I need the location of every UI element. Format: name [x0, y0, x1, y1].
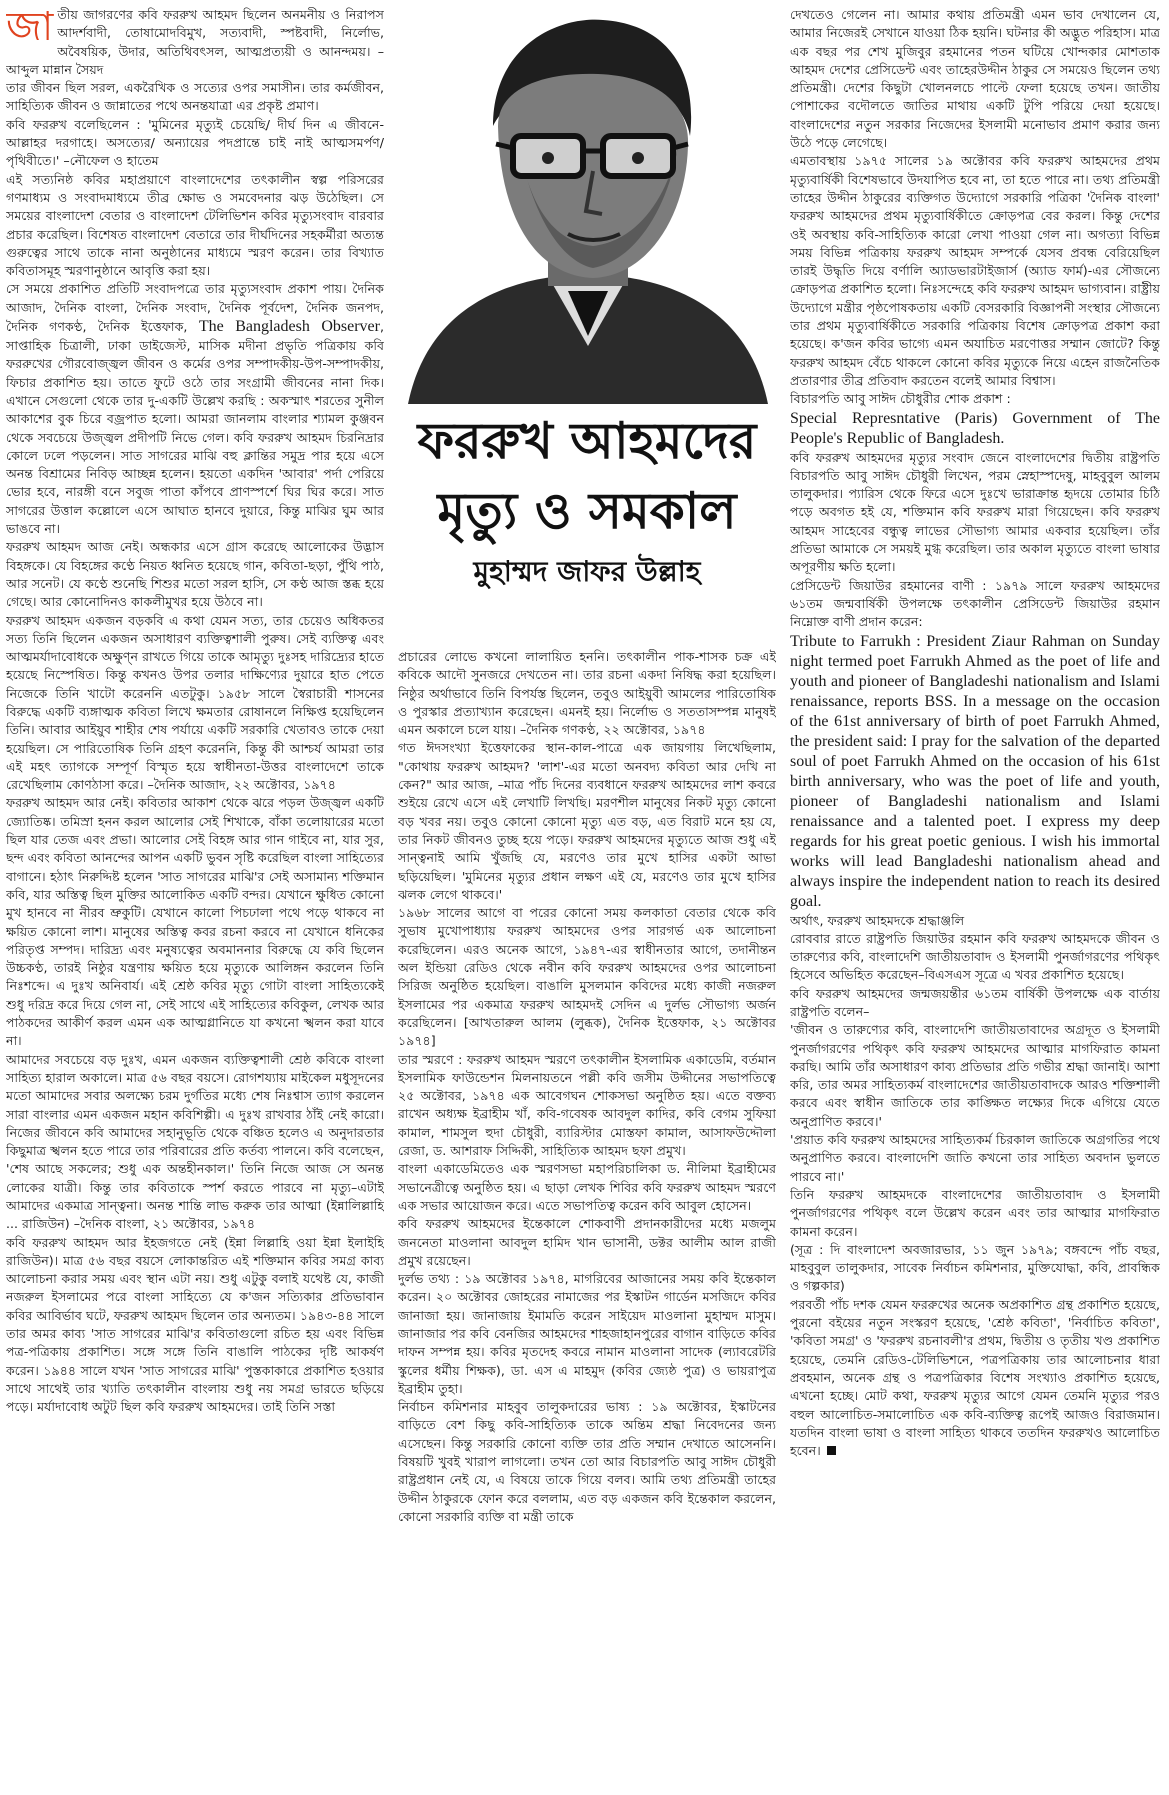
paragraph: বাংলা একাডেমিতেও এক স্মরণসভা মহাপরিচালিকা ড. নীলিমা ইব্রাহীমের সভানেত্রীত্বে অনুষ্ঠিত হয়। এ ছাড়া লেখক শিবির কবি ফররুখ আহমদ স্মরণে এক সভার আয়োজন করে। এতে সভাপতিত্ব করেন কবি আবুল হোসেন। — [398, 1161, 776, 1213]
newspaper-name: The Bangladesh Observer — [198, 318, 380, 336]
paragraph: তার স্মরণে : ফররুখ আহমদ স্মরণে তৎকালীন ইসলামিক একাডেমি, বর্তমান ইসলামিক ফাউন্ডেশন মিলনায়তনে পল্লী কবি জসীম উদ্দীনের সভাপতিত্বে ২৫ অক্টোবর, ১৯৭৪ এক আবেগঘন শোকসভা অনুষ্ঠিত হয়। এতে বক্তব্য রাখেন অধ্যক্ষ ইব্রাহীম খাঁ, কবি-গবেষক আবদুল কাদির, কবি বেগম সুফিয়া কামাল, শামসুল হুদা চৌধুরী, ব্যারিস্টার মোস্তফা কামাল, আসাফউদ্দৌলা রেজা, ড. আশরাফ সিদ্দিকী, সাহিত্যিক আহমদ ছফা প্রমুখ। — [398, 1051, 776, 1159]
subheading: বিচারপতি আবু সাঈদ চৌধুরীর শোক প্রকাশ : — [790, 391, 1011, 407]
headline-block — [398, 406, 776, 592]
paragraph-text: তীয় জাগরণের কবি ফররুখ আহমদ ছিলেন অনমনীয় ও নিরাপস আদর্শবাদী, তোষামোদবিমুখ, সত্যবাদী, স্পষ্টবাদী, নির্লোভ, অবৈষয়িক, উদার, অতিথিবৎসল, আত্মপ্রত্যয়ী ও আনন্দময়। –আব্দুল মান্নান সৈয়দ — [6, 7, 384, 77]
paragraph: প্রেসিডেন্ট জিয়াউর রহমানের বাণী : ১৯৭৯ সালে ফররুখ আহমদের ৬১তম জন্মবার্ষিকী উপলক্ষে তৎকালীন প্রেসিডেন্ট জিয়াউর রহমান নিম্নোক্ত বাণী প্রদান করেন: — [790, 577, 1160, 630]
letterhead-text: Special Represntative (Paris) Government of The People's Republic of Bangladesh. — [790, 409, 1160, 447]
article-column-2 — [398, 648, 776, 1788]
paragraph-text: সে সময়ে প্রকাশিত প্রতিটি সংবাদপত্রে তার মৃত্যুসংবাদ প্রকাশ পায়। দৈনিক আজাদ, দৈনিক বাংলা, দৈনিক সংবাদ, দৈনিক পূর্বদেশ, দৈনিক জনপদ, দৈনিক গণকণ্ঠ, দৈনিক ইত্তেফাক, — [6, 281, 384, 335]
paragraph: ফররুখ আহমদ আজ নেই। অন্ধকার এসে গ্রাস করেছে আলোকের উদ্ভাস বিহঙ্গকে। যে বিহঙ্গের কণ্ঠে নিয়ত ধ্বনিত হয়েছে গান, কবিতা-ছড়া, পুঁথি পাঠ, আর সনেট। যে কণ্ঠে শুনেছি শিশুর মতো সরল হাসি, সে কণ্ঠ আজ স্তব্ধ হয়ে গেছে। আর কোনোদিনও কাকলীমুখর হয়ে উঠবে না। — [6, 539, 384, 610]
article-column-1 — [6, 6, 384, 1788]
byline: মুহাম্মদ জাফর উল্লাহ — [473, 555, 701, 588]
headline-line-2: মৃত্যু ও সমকাল — [437, 482, 737, 540]
closing-paragraph — [790, 1296, 1160, 1461]
paragraph: প্রচারের লোভে কখনো লালায়িত হননি। তৎকালীন পাক-শাসক চক্র এই কবিকে আদৌ সুনজরে দেখতেন না। তার রচনা একদা নিষিদ্ধ করা হয়েছিল। নিষ্ঠুর অর্থাভাবে তিনি বিপর্যস্ত ছিলেন, তবুও আইয়ুবী আমলের পারিতোষিক ও পুরস্কার প্রত্যাখ্যান করেছেন। এমনই হয়। নির্লোভ ও সততাসম্পন্ন মানুষই এমন অকালে চলে যায়। –দৈনিক গণকণ্ঠ, ২২ অক্টোবর, ১৯৭৪ — [398, 649, 776, 738]
quote-paragraph: কবি ফররুখ বলেছিলেন : 'মুমিনের মৃত্যুই চেয়েছি/ দীর্ঘ দিন এ জীবনে- আল্লাহর দরগাহে। অসত্যের/ অন্যায়ের পদপ্রান্তে চাই নাই আত্মসমর্পণ/ পৃথিবীতে।' –নৌফেল ও হাতেম — [6, 116, 384, 169]
paragraph: ১৯৬৮ সালের আগে বা পরের কোনো সময় কলকাতা বেতার থেকে কবি সুভাষ মুখোপাধ্যায় ফররুখ আহমদের ওপর সারগর্ভ এক আলোচনা করেছিলেন। এরও অনেক আগে, ১৯৪৭-এর স্বাধীনতার আগে, তদানীন্তন অল ইন্ডিয়া রেডিও থেকে নবীন কবি ফররুখ আহমদের ওপর আলোচনা সিরিজ অনুষ্ঠিত হয়েছিল। বাঙালি মুসলমান কবিদের মধ্যে কাজী নজরুল ইসলামের পর একমাত্র ফররুখ আহমদই সেদিন এ দুর্লভ সৌভাগ্য অর্জন করেছিলেন। [আখতারুল আলম (লুব্ধক), দৈনিক ইত্তেফাক, ২১ অক্টোবর ১৯৭৪] — [398, 905, 776, 1049]
paragraph — [6, 280, 384, 538]
paragraph: 'প্রয়াত কবি ফররুখ আহমদের সাহিত্যকর্ম চিরকাল জাতিকে অগ্রগতির পথে অনুপ্রাণিত করবে। বাংলাদেশি জাতি কখনো তার সাহিত্য অবদান ভুলতে পারবে না।' — [790, 1132, 1160, 1184]
paragraph: এই সত্যনিষ্ঠ কবির মহাপ্রয়াণে বাংলাদেশের তৎকালীন স্বল্প পরিসরের গণমাধ্যম ও সংবাদমাধ্যমে তীব্র ক্ষোভ ও সমবেদনার ঝড় উঠেছিল। সে সময়ের বাংলাদেশ বেতার ও বাংলাদেশ টেলিভিশন কবির মৃত্যুসংবাদ বারবার প্রচার করেছিল। বিশেষত বাংলাদেশ বেতারে তার দীর্ঘদিনের সহকর্মীরা অত্যন্ত গুরুত্বের সাথে তাকে নানা অনুষ্ঠানের মাধ্যমে স্মরণ করেন। তার বিখ্যাত কবিতাসমূহ স্মরণানুষ্ঠানে আবৃত্তি করা হয়। — [6, 171, 384, 279]
paragraph: কবি ফররুখ আহমদের জন্মজয়ন্তীর ৬১তম বার্ষিকী উপলক্ষে এক বার্তায় রাষ্ট্রপতি বলেন– — [790, 985, 1160, 1019]
paragraph: 'জীবন ও তারুণ্যের কবি, বাংলাদেশি জাতীয়তাবাদের অগ্রদূত ও ইসলামী পুনর্জাগরণের পথিকৃৎ কবি ফররুখ আহমদের আত্মার মাগফিরাত কামনা করছি। আমি তাঁর অসাধারণ কাব্য প্রতিভার প্রতি গভীর শ্রদ্ধা জানাই। আশা করি, তার অমর সাহিত্যকর্ম বাংলাদেশের জাতীয়তাবাদকে আরও শক্তিশালী করবে এবং স্বাধীন জাতিকে তার কাঙ্ক্ষিত লক্ষ্যের দিকে এগিয়ে যেতে অনুপ্রাণিত করবে।' — [790, 1022, 1160, 1129]
paragraph: কবি ফররুখ আহমদ আর ইহজগতে নেই (ইন্না লিল্লাহি ওয়া ইন্না ইলাইহি রাজিউন)। মাত্র ৫৬ বছর বয়সে লোকান্তরিত এই শক্তিমান কবির সমগ্র কাব্য আলোচনা করার সময় এবং স্থান এটা নয়। শুধু এটুকু বলাই যথেষ্ট যে, কাজী নজরুল ইসলামের পরে বাংলা সাহিত্যে যে ক'জন সত্যিকার প্রতিভাবান কবির আবির্ভাব ঘটে, ফররুখ আহমদ ছিলেন তার অন্যতম। ১৯৪৩-৪৪ সালে তার অমর কাব্য 'সাত সাগরের মাঝি'র কবিতাগুলো রচিত হয় এবং বিভিন্ন পত্র-পত্রিকায় প্রকাশিত। সঙ্গে সঙ্গে তিনি বাঙালি পাঠকের দৃষ্টি আকর্ষণ করেন। ১৯৪৪ সালে যখন 'সাত সাগরের মাঝি' পুস্তকাকারে প্রকাশিত হওয়ার সাথে সাথেই তার খ্যাতি তৎকালীন বাংলায় শুধু নয় সমগ্র ভারতে ছড়িয়ে পড়ে। মর্যাদাবোধ অটুট ছিল কবি ফররুখ আহমদের। তাই তিনি সস্তা — [6, 1234, 384, 1415]
paragraph: এমতাবস্থায় ১৯৭৫ সালের ১৯ অক্টোবর কবি ফররুখ আহমদের প্রথম মৃত্যুবার্ষিকী বিশেষভাবে উদযাপিত হবে না, তা হতে পারে না। তথ্য প্রতিমন্ত্রী তাহের উদ্দীন ঠাকুরের ব্যক্তিগত উদ্যোগে সরকারি পত্রিকা 'দৈনিক বাংলা' ফররুখ আহমদের প্রথম মৃত্যুবার্ষিকীতে ক্রোড়পত্র বের করল। কিন্তু দেশের ওই অবস্থায় কবি-সাহিত্যিক কারো লেখা পাওয়া গেল না। অগত্যা বিভিন্ন সময় বিভিন্ন পত্রিকায় ফররুখ আহমদ সম্পর্কে যেসব প্রবন্ধ বেরিয়েছিল তারই উদ্ধৃতি দিয়ে বর্ণালি অ্যাডভারটাইজার্স (অ্যাড ফার্ম)-এর সৌজন্যে ক্রোড়পত্র প্রকাশিত হলো। নিঃসন্দেহে কবি ফররুখ আহমদ ভাগ্যবান। রাষ্ট্রীয় উদ্যোগে মন্ত্রীর পৃষ্ঠপোষকতায় একটি বেসরকারি বিজ্ঞাপনী সংস্থার সৌজন্যে তার প্রথম মৃত্যুবার্ষিকীতে সরকারি পত্রিকায় বিশেষ ক্রোড়পত্র প্রকাশ করা হয়েছে। ক'জন কবির ভাগ্যে এমন অযাচিত মরণোত্তর সম্মান জোটে? কিন্তু ফররুখ আহমদ বেঁচে থাকলে কোনো কবির মৃত্যুকে নিয়ে এহেন রাজনৈতিক প্রতারণার তীব্র প্রতিবাদ করতেন বলেই আমার বিশ্বাস। — [790, 153, 1160, 388]
intro-paragraph — [6, 6, 384, 79]
paragraph: কবি ফররুখ আহমদের মৃত্যুর সংবাদ জেনে বাংলাদেশের দ্বিতীয় রাষ্ট্রপতি বিচারপতি আবু সাঈদ চৌধুরী লিখেন, পরম স্নেহাস্পদেষু, মাহবুবুল আলম তালুকদার। প্যারিস থেকে ফিরে এসে দুঃখে ভারাক্রান্ত হৃদয়ে তোমার চিঠি পড়ে অবগত হই যে, শক্তিমান কবি ফররুখ মারা গিয়েছেন। কবি ফররুখ আহমদ সাহেবের বন্ধুত্ব লাভের সৌভাগ্য আমার একবার হয়েছিল। তাঁর প্রতিভা আমাকে সে সময়ই মুগ্ধ করেছিল। তার অকাল মৃত্যুতে বাংলা ভাষার অপূরণীয় ক্ষতি হলো। — [790, 449, 1160, 575]
paragraph: ফররুখ আহমদ একজন বড়কবি এ কথা যেমন সত্য, তার চেয়েও অধিকতর সত্য তিনি ছিলেন একজন অসাধারণ ব্যক্তিত্বশালী পুরুষ। সেই ব্যক্তিত্ব এবং আত্মমর্যাদাবোধকে অক্ষুণ্ন রাখতে গিয়ে তাকে আমৃত্যু দুঃসহ দারিদ্র্যের হাতে হয়েছে নিস্পেষিত। কিন্তু কখনও উপর তলার দাক্ষিণ্যের দুয়ারে হাত পেতে নিজেকে তিনি খাটো করেননি এতটুকু। ১৯৫৮ সালে স্বৈরাচারী শাসনের বিরুদ্ধে একটি ব্যঙ্গাত্মক কবিতা লিখে ক্ষমতার রোষানলে নিক্ষিপ্ত হয়েছিলেন তিনি। আবার আইয়ুব শাহীর শেষ পর্যায়ে একটি সরকারি খেতাবও তাকে দেয়া হয়েছিল। সে পারিতোষিক তিনি গ্রহণ করেননি, কিন্তু কী আশ্চর্য আমরা তার এই মহৎ ত্যাগকে সম্পূর্ণ বিস্মৃত হয়ে স্বাধীনতা-উত্তর বাংলাদেশে তাকে রেখেছিলাম কোণঠাসা করে। –দৈনিক আজাদ, ২২ অক্টোবর, ১৯৭৪ — [6, 612, 384, 793]
paragraph: তার জীবন ছিল সরল, একরৈখিক ও সত্যের ওপর সমাসীন। তার কর্মজীবন, সাহিত্যিক জীবন ও জান্নাতের পথে অনন্তযাত্রা এর প্রকৃষ্ট প্রমাণ। — [6, 80, 384, 114]
source-note: (সূত্র : দি বাংলাদেশ অবজারভার, ১১ জুন ১৯৭৯; বঙ্গবন্দে পাঁচ বছর, মাহবুবুল তালুকদার, সাবেক নির্বাচন কমিশনার, মুক্তিযোদ্ধা, কবি, প্রাবন্ধিক ও গল্পকার) — [790, 1241, 1160, 1294]
english-quote: Tribute to Farrukh : President Ziaur Rahman on Sunday night termed poet Farrukh Ahmed as the poet of life and youth and pioneer of Bangladeshi nationalism and Islami renaissance, reports BSS. In a message on the occasion of the 61st anniversary of birth of poet Farrukh Ahmed, the president said: I pray for the salvation of the departed soul of poet Farrukh Ahmed on the occasion of his 61st birth anniversary, who was the poet of life and youth, pioneer of Bangladeshi nationalism and Islami renaissance and a talented poet. I express my deep regards for his great poetic genious. I wish his immortal works will lead Bangladeshi nationalism ahead and always inspire the independent nation to reach its desired goal. — [790, 632, 1160, 910]
paragraph: তিনি ফররুখ আহমদকে বাংলাদেশের জাতীয়তাবাদ ও ইসলামী পুনর্জাগরণের পথিকৃৎ বলে উল্লেখ করেন এবং তার আত্মার মাগফিরাত কামনা করেন। — [790, 1186, 1160, 1239]
end-mark-icon — [827, 1446, 836, 1455]
paragraph: দেখতেও গেলেন না। আমার কথায় প্রতিমন্ত্রী এমন ভাব দেখালেন যে, আমার নিজেরই সেখানে যাওয়া ঠিক হয়নি। ঘটনার কী অদ্ভুত পরিহাস। মাত্র এক বছর পর শেখ মুজিবুর রহমানের পতন ঘটিয়ে খোন্দকার মোশতাক আহমদ দেশের প্রেসিডেন্ট এবং তাহেরউদ্দীন ঠাকুর সে সময়েও ছিলেন তথ্য প্রতিমন্ত্রী। দেশের কিছুটা খোলনলচে পাল্টে ফেলা হয়েছে তখন। জাতীয় পোশাকের বদৌলতে জাতির মাথায় একটি টুপি পরিয়ে দেয়া হয়েছে। বাংলাদেশের নতুন সরকার নিজেদের ইসলামী মনোভাব প্রমাণ করার জন্য উঠে পড়ে লেগেছে। — [790, 7, 1160, 151]
paragraph: গত ঈদসংখ্যা ইত্তেফাকের স্থান-কাল-পাত্রে এক জায়গায় লিখেছিলাম, "কোথায় ফররুখ আহমদ? 'লাশ'-এর মতো অনবদ্য কবিতা আর দেখি না কেন?" আর আজ, –মাত্র পাঁচ দিনের ব্যবধানে ফররুখ আহমদের লাশ কবরে শুইয়ে রেখে এসে এই লেখাটি লিখছি। মরণশীল মানুষের নিকট মৃত্যু কোনো বড় খবর নয়। তবুও কোনো কোনো মৃত্যু এত বড়, এত বিরাট মনে হয় যে, তার নিকট জীবনও তুচ্ছ হয়ে পড়ে। ফররুখ আহমদের মৃত্যুতে আজ শুধু এই সান্ত্বনাই আমি খুঁজছি যে, মরণেও তার মুখে হাসির একটা আভা ছড়িয়েছিল। 'মুমিনের মৃত্যুর প্রধান লক্ষণ এই যে, মরণেও তার মুখে হাসির ঝলক লেগে থাকবে।' — [398, 740, 776, 902]
headline-line-1: ফররুখ আহমদের — [417, 412, 757, 470]
paragraph-text: , সাপ্তাহিক চিত্রালী, ঢাকা ডাইজেস্ট, মাসিক মদীনা প্রভৃতি পত্রিকায় কবি ফররুখের গৌরবোজ্জ্বল জীবন ও কর্মের ওপর সম্পাদকীয়-উপ-সম্পাদকীয়, ফিচার প্রকাশিত হয়। তাতে ফুটে ওঠে তার সংগ্রামী জীবনের নানা দিক। এখানে সেগুলো থেকে তার দু-একটি উল্লেখ করছি : অকস্মাৎ শরতের সুনীল আকাশের বুক চিরে বজ্রপাত হলো। আমরা জানলাম বাংলার শ্যামল কুঞ্জবন থেকে সবচেয়ে উজ্জ্বল প্রদীপটি নিভে গেল। কবি ফররুখ আহমদ চিরনিদ্রার কোলে ঢলে পড়লেন। সাত সাগরের মাঝি বহু ক্লান্তির সমুদ্র পার হয়ে এসে অনন্ত বিশ্রামের নিবিড় আচ্ছন্ন হলেন। হয়তো একদিন 'আবার' পর্দা পেরিয়ে ভোর হবে, নারঙ্গী বনে সবুজ পাতা কাঁপবে প্রাণস্পর্শে ঘির ঘির করে। সাত সাগরের উত্তাল কল্লোলে এসে আঘাত হানবে দুয়ারে, কিন্তু মাঝির ঘুম আর ভাঙবে না। — [6, 319, 384, 537]
paragraph: রোববার রাতে রাষ্ট্রপতি জিয়াউর রহমান কবি ফররুখ আহমদকে জীবন ও তারুণ্যের কবি, বাংলাদেশি জাতীয়তাবাদ ও ইসলামী পুনর্জাগরণের পথিকৃৎ হিসেবে অভিহিত করেছেন–বিএসএস সূত্রে এ খবর প্রকাশিত হয়েছে। — [790, 930, 1160, 983]
paragraph: নির্বাচন কমিশনার মাহবুব তালুকদারের ভাষ্য : ১৯ অক্টোবর, ইস্কাটনের বাড়িতে বেশ কিছু কবি-সাহিত্যিক তাকে অন্তিম শ্রদ্ধা নিবেদনের জন্য এসেছেন। কিন্তু সরকারি কোনো ব্যক্তি তার প্রতি সম্মান দেখাতে আসেননি। বিষয়টি খুবই খারাপ লাগলো। তখন তো আর বিচারপতি আবু সাঈদ চৌধুরী রাষ্ট্রপ্রধান নেই যে, এ বিষয়ে তাকে গিয়ে বলব। আমি তথ্য প্রতিমন্ত্রী তাহের উদ্দীন ঠাকুরকে ফোন করে বললাম, এত বড় একজন কবি ইন্তেকাল করলেন, কোনো সরকারি ব্যক্তি বা মন্ত্রী তাকে — [398, 1399, 776, 1524]
paragraph-text: পরবর্তী পাঁচ দশক যেমন ফররুখের অনেক অপ্রকাশিত গ্রন্থ প্রকাশিত হয়েছে, পুরনো বইয়ের নতুন সংস্করণ হয়েছে, 'শ্রেষ্ঠ কবিতা', 'নির্বাচিত কবিতা', 'কবিতা সমগ্র' ও 'ফররুখ রচনাবলী'র প্রথম, দ্বিতীয় ও তৃতীয় খণ্ড প্রকাশিত হয়েছে, তেমনি রেডিও-টেলিভিশনে, পত্রপত্রিকায় তার আলোচনার ধারা প্রবহমান, অনেক গ্রন্থ ও পত্রপত্রিকার বিশেষ সংখ্যাও প্রকাশিত হয়েছে, এখনো হচ্ছে। মোট কথা, ফররুখ মৃত্যুর আগে যেমন তেমনি মৃত্যুর পরও বহুল আলোচিত-সমালোচিত এক কবি-ব্যক্তিত্ব রূপেই আজও বিরাজমান। যতদিন বাংলা ভাষা ও বাংলা সাহিত্য থাকবে ততদিন ফররুখও আলোচিত হবেন। — [790, 1296, 1160, 1459]
paragraph: কবি ফররুখ আহমদের ইন্তেকালে শোকবাণী প্রদানকারীদের মধ্যে মজলুম জননেতা মাওলানা আবদুল হামিদ খান ভাসানী, ডক্টর আলীম আল রাজী প্রমুখ রয়েছেন। — [398, 1216, 776, 1268]
paragraph: ফররুখ আহমদ আর নেই। কবিতার আকাশ থেকে ঝরে পড়ল উজ্জ্বল একটি জ্যোতিষ্ক। তমিস্রা হনন করল আলোর সেই শিখাকে, বাঁকা তলোয়ারের মতো ছিল যার তেজ এবং প্রভা। আলোর সেই বিহঙ্গ আর গান গাইবে না, যার সুর, ছন্দ এবং কবিতা আনন্দের আপন একটি ভুবন সৃষ্টি করেছিল বাংলা সাহিত্যের বাগানে। হঠাৎ নিরুদ্দিষ্ট হলেন 'সাত সাগরের মাঝি'র সেই অসামান্য শক্তিমান কবি, যার অস্তিত্ব ছিল মুক্তির আলোকিত একটি বন্দর। যেখানে ক্ষুধিত কোনো মুখ হানবে না নীরব ভ্রুকুটি। যেখানে কালো পিচঢালা পথে পড়ে থাকবে না ক্ষয়িত কোনো লাশ। মানুষের অস্তিত্ব কবর রচনা করবে না যেখানে ধনিকের পরিতৃপ্ত সম্পদ। দারিদ্র্য এবং মনুষ্যত্বের অবমাননার বিরুদ্ধে যে কবি ছিলেন উচ্চকণ্ঠ, তারই নিষ্ঠুর যন্ত্রণায় ক্ষয়িত হয়ে মৃত্যুকে আলিঙ্গন করলেন তিনি নিঃশব্দে। এ দুঃখ অনিবার্য। এই শ্রেষ্ঠ কবির মৃত্যু গোটা বাংলা সাহিত্যকেই শুধু দরিদ্র করে দিয়ে গেল না, সেই সাথে এই সাহিত্যের কবিকুল, লেখক আর পাঠকদের আকীর্ণ করল এমন এক আত্মগ্লানিতে যা কখনো স্খলন করা যাবে না। — [6, 795, 384, 1049]
drop-cap: জা — [6, 6, 54, 50]
article-column-3 — [790, 6, 1160, 1726]
paragraph: আমাদের সবচেয়ে বড় দুঃখ, এমন একজন ব্যক্তিত্বশালী শ্রেষ্ঠ কবিকে বাংলা সাহিত্য হারাল অকালে। মাত্র ৫৬ বছর বয়সে। রোগশয্যায় মাইকেল মধুসূদনের মতো আমাদের সবার অলক্ষ্যে চরম দুর্গতির মধ্যে শেষ নিঃশ্বাস ত্যাগ করলেন সারা বাংলার এমন একজন মহান কবিশিল্পী। এ দুঃখ রাখবার ঠাঁই নেই কারো। নিজের জীবনে কবি আমাদের সহানুভূতি থেকে বঞ্চিত হলেও এ অনুদারতার কিছুমাত্র স্খলন হতে পারে তার পরিবারের প্রতি কর্তব্য পালনে। কবি বলেছেন, 'শেষ আছে সকলের; শুধু এক অন্তহীনকাল।' তিনি নিজে আজ সে অনন্ত লোকের যাত্রী। কিন্তু তার কবিতাকে স্পর্শ করতে পারবে না মৃত্যু–এটাই আমাদের একমাত্র সান্ত্বনা। অনন্ত শান্তি লাভ করুক তার আত্মা (ইন্নালিল্লাহি ... রাজিউন) –দৈনিক বাংলা, ২১ অক্টোবর, ১৯৭৪ — [6, 1051, 384, 1232]
paragraph: অর্থাৎ, ফররুখ আহমদকে শ্রদ্ধাঞ্জলি — [790, 912, 965, 928]
paragraph: দুর্লভ তথ্য : ১৯ অক্টোবর ১৯৭৪, মাগরিবের আজানের সময় কবি ইন্তেকাল করেন। ২০ অক্টোবর জোহরের নামাজের পর ইস্কাটন গার্ডেন মসজিদে কবির জানাজা হয়। জানাজায় ইমামতি করেন সাইয়েদ মাওলানা মুহাম্মদ মাসুম। জানাজার পর কবি বেনজির আহমদের শাহজাহানপুরের বাগান বাড়িতে কবির দাফন সম্পন্ন হয়। কবির মৃতদেহ কবরে নামান মাওলানা সাদেক (ল্যাবরেটরি স্কুলের ধর্মীয় শিক্ষক), ডা. এস এ মাহমুদ (কবির জ্যেষ্ঠ পুত্র) ও ভায়রাপুত্র ইব্রাহীম তুহা। — [398, 1271, 776, 1396]
poet-portrait — [398, 6, 776, 404]
